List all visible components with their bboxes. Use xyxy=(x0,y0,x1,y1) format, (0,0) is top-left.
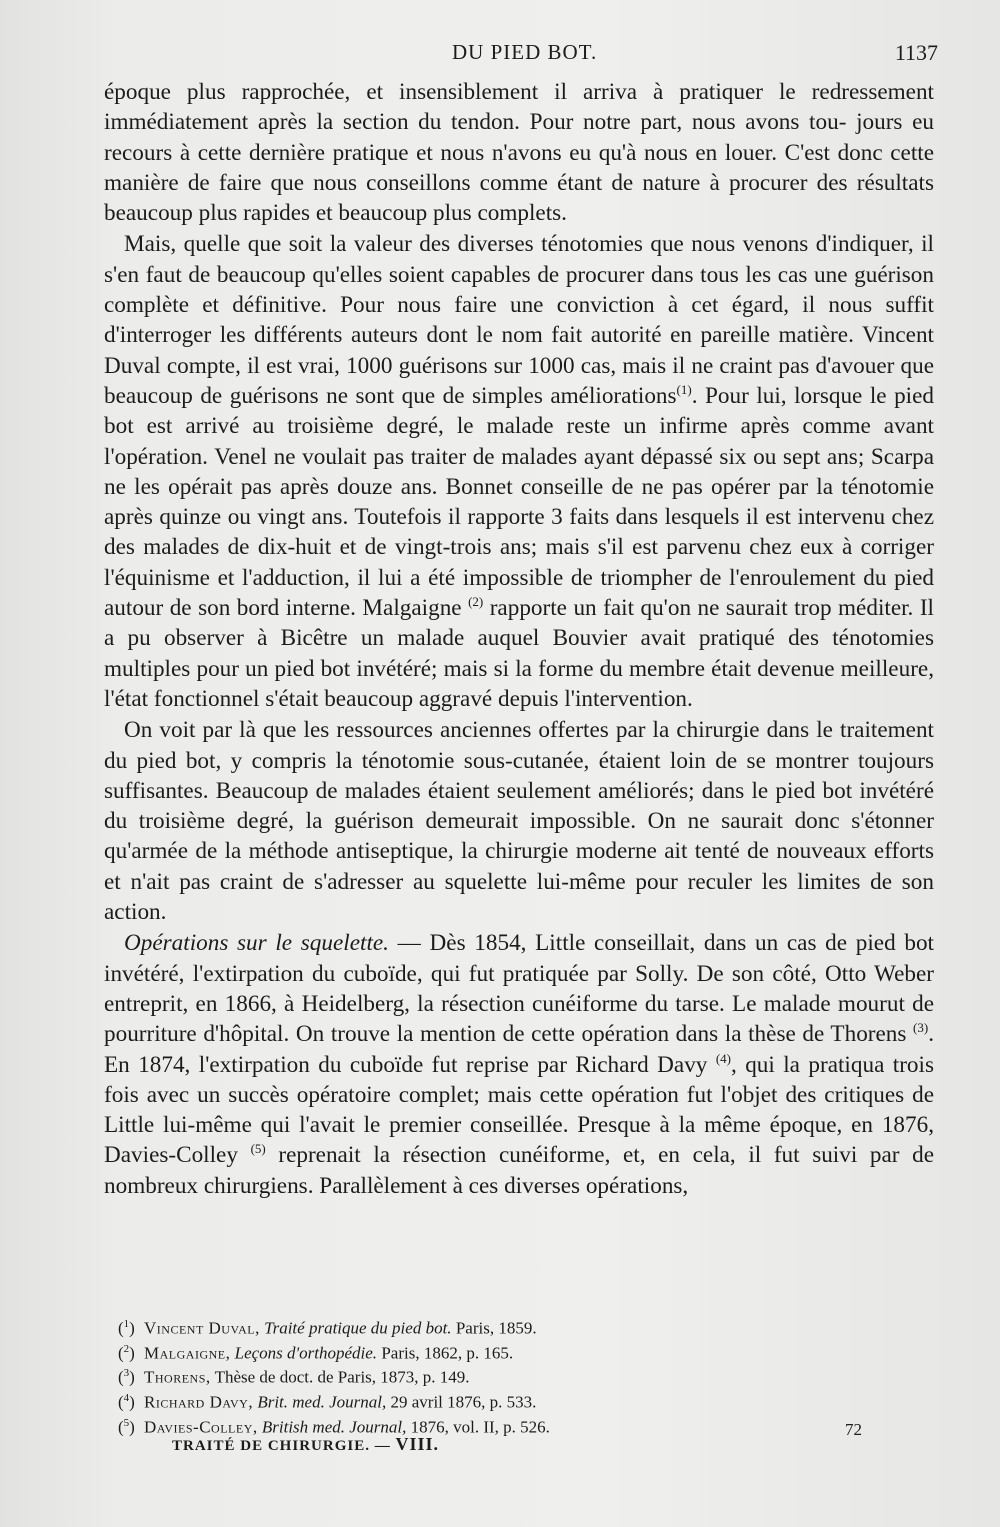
footnote-ref-3: (3) xyxy=(913,1020,929,1036)
paragraph-text: , qui la pratiqua trois fois avec un succès opératoire complet; mais cette opération fut l'objet des critiques de Little lui-même qui l'avait le premier conseillée. Presque à la même époque, en 1876, Davies-Colley xyxy=(104,1051,934,1169)
paragraph-text: . Pour lui, lorsque le pied bot est arrivé au troisième degré, le malade reste un infirme après comme avant l'opération. Venel ne voulait pas traiter de malades ayant dépassé six ou sept ans; Scarpa ne les opérait pas après douze ans. Bonnet conseille de ne pas opérer par la ténotomie après quinze ou vingt ans. Toutefois il rapporte 3 faits dans lesquels il est intervenu chez des malades de dix-huit et de vingt-trois ans; mais s'il est parvenu chez eux à corriger l'équinisme et l'adduction, il lui a été impossible de triompher de l'enroulement du pied autour de son bord interne. Malgaigne xyxy=(104,382,934,622)
paragraph-text: On voit par là que les ressources anciennes offertes par la chirurgie dans le traitement du pied bot, y compris la ténotomie sous-cutanée, étaient loin de se montrer toujours suffisantes. Beaucoup de malades étaient seulement améliorés; dans le pied bot invétéré du troisième degré, la guérison demeurait impossible. On ne saurait donc s'étonner qu'armée de la méthode antiseptique, la chirurgie moderne ait tenté de nouveaux efforts et n'ait pas craint de s'adresser au squelette lui-même pour reculer les limites de son action. xyxy=(104,717,934,926)
text-line: immédiatement après la section du tendon. Pour notre part, nous avons tou- xyxy=(104,109,847,136)
paragraph-text: rapporte un fait qu'on ne saurait trop méditer. Il a pu observer à Bicêtre un malade auquel Bouvier avait pratiqué des ténotomies multiples pour un pied bot invétéré; mais si la forme du membre était devenue meilleure, l'état fonctionnel s'était beaucoup aggravé depuis l'intervention. xyxy=(104,595,934,712)
paragraph-3 xyxy=(104,715,934,927)
footnote-title: Leçons d'orthopédie. xyxy=(234,1343,378,1363)
paragraph-1 xyxy=(104,77,934,228)
footnote-author: Thorens, xyxy=(144,1367,211,1387)
text-line: complets. xyxy=(477,200,567,227)
footnote-number: ($^4$) xyxy=(118,1391,135,1412)
paragraph-text: Mais, quelle que soit la valeur des diverses ténotomies que nous venons d'indiquer, il s'en faut de beaucoup qu'elles soient capables de procurer dans tous les cas une guérison complète et définitive. Pour nous faire une conviction à cet égard, il nous suffit d'interroger les différents auteurs dont le nom fait autorité en pareille matière. Vincent Duval compte, il est vrai, 1000 guérisons sur 1000 cas, mais il ne craint pas d'avouer que beaucoup de guérisons ne sont que de simples améliorations xyxy=(104,231,934,409)
footnote-number: ($^3$) xyxy=(118,1367,135,1387)
footnote-ref-1: (1) xyxy=(676,381,692,397)
footnote-details: Paris, 1862, p. 165. xyxy=(377,1343,514,1363)
signature-text: TRAITÉ DE CHIRURGIE. — xyxy=(172,1438,391,1454)
footnote-ref-2: (2) xyxy=(468,593,484,609)
footnote-4 xyxy=(118,1388,758,1413)
paragraph-text: — Dès 1854, Little conseillait, dans un cas de pied bot invétéré, l'extirpation du cuboïde, qui fut pratiquée par Solly. De son côté, Otto Weber entreprit, en 1866, à Heidelberg, la résection cunéiforme du tarse. Le malade mourut de pourriture d'hôpital. On trouve la mention de cette opération dans la thèse de Thorens xyxy=(104,930,934,1048)
running-header xyxy=(0,40,1000,68)
footnote-title: Brit. med. Journal, xyxy=(257,1392,387,1412)
body-text xyxy=(104,77,934,1201)
footnote-number: ($^2$) xyxy=(118,1342,135,1363)
footnote-details: 29 avril 1876, p. 533. xyxy=(386,1392,537,1412)
sheet-number: 72 xyxy=(845,1420,862,1439)
section-lead: Opérations sur le squelette. xyxy=(124,930,389,957)
page-number: 1137 xyxy=(894,40,938,65)
signature-line xyxy=(172,1434,439,1455)
paragraph-2 xyxy=(104,229,934,714)
footnote-ref-5: (5) xyxy=(250,1141,266,1157)
footnote-details: 1876, vol. II, p. 526. xyxy=(406,1417,550,1437)
footnote-number: ($^1$) xyxy=(118,1318,135,1338)
footnote-title: British med. Journal, xyxy=(261,1417,407,1437)
footnote-ref-4: (4) xyxy=(715,1050,731,1066)
footnote-title: Traité pratique du pied bot. xyxy=(264,1318,452,1338)
footnote-1 xyxy=(118,1314,758,1339)
footnote-author: Vincent Duval, xyxy=(144,1318,260,1338)
text-line: jours eu recours à cette dernière pratique et nous n'avons eu qu'à nous en xyxy=(104,109,934,166)
volume-number: VIII. xyxy=(395,1434,439,1454)
text-line: louer. C'est donc cette manière de faire que nous conseillons comme étant xyxy=(104,139,935,196)
text-line: de nature à procurer des résultats beaucoup plus rapides et beaucoup plus xyxy=(104,169,935,227)
footnote-author: Richard Davy, xyxy=(144,1392,254,1412)
footnote-3 xyxy=(118,1363,758,1388)
footnote-details: Thèse de doct. de Paris, 1873, p. 149. xyxy=(214,1367,470,1387)
footnote-author: Malgaigne, xyxy=(144,1343,231,1363)
paragraph-4 xyxy=(104,928,934,1201)
footnote-number: ($^5$) xyxy=(118,1416,135,1437)
running-title: DU PIED BOT. xyxy=(452,40,598,64)
paragraph-text: reprenait la résection cunéiforme, et, en cela, il fut suivi par de nombreux chirurgiens. Parallèlement à ces diverses opérations, xyxy=(104,1142,934,1199)
footnote-2 xyxy=(118,1339,758,1364)
paragraph-text: . En 1874, l'extirpation du cuboïde fut reprise par Richard Davy xyxy=(104,1021,934,1078)
footnote-details: Paris, 1859. xyxy=(451,1318,537,1338)
text-line: époque plus rapprochée, et insensiblement il arriva à pratiquer le redressement xyxy=(104,79,934,105)
footnotes xyxy=(118,1314,758,1437)
footnote-author: Davies-Colley, xyxy=(144,1417,258,1437)
